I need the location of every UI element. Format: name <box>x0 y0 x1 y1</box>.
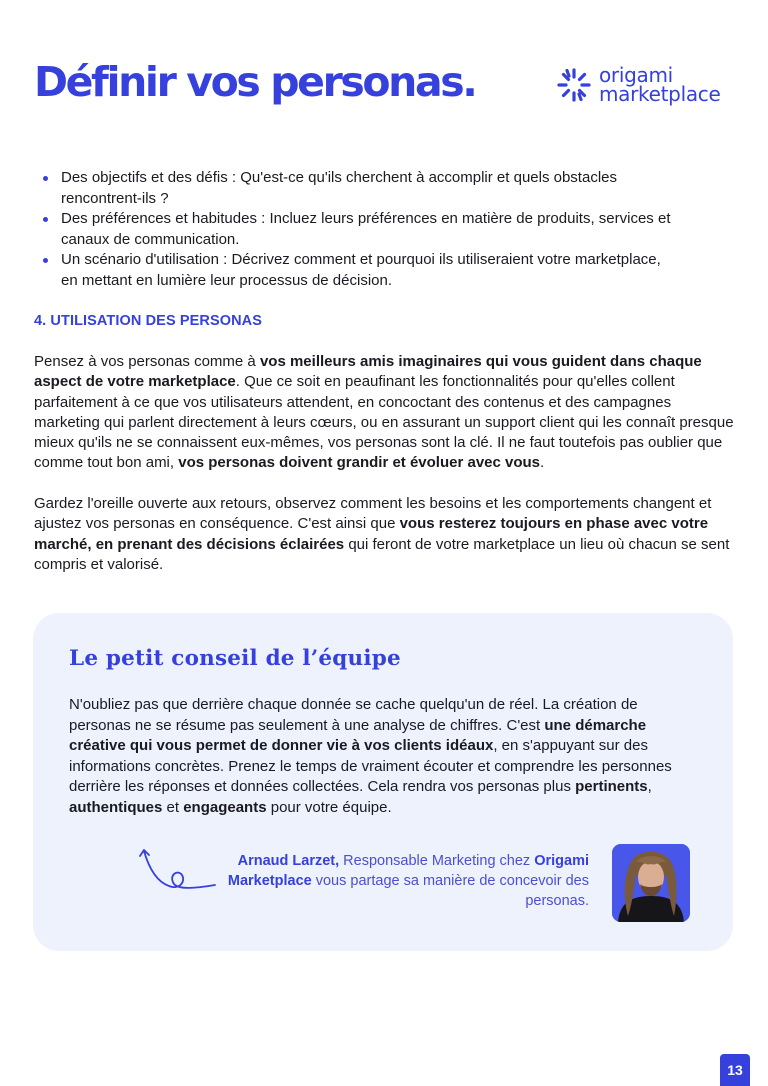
list-item-line1: Des préférences et habitudes : Incluez leurs préférences en matière de produits, services et <box>61 210 671 227</box>
author-rest: vous partage sa manière de concevoir des personas. <box>311 873 589 909</box>
text-run: . Que ce soit en peaufinant les fonctionnalités pour qu'elles collent parfaitement à ce que vos utilisateurs attendent, en concoctant des contenus et des campagnes marketing qui parlent directement à leurs cœurs, ou en assurant un support client qui les connaît presque mieux qu'ils ne se connaissent eux-mêmes, vos personas sont la clé. Il ne faut toutefois pas oublier que comme tout bon ami, <box>34 373 734 472</box>
persona-criteria-list <box>40 168 730 291</box>
logo-wordmark <box>599 63 721 106</box>
bold-text: une démarche créative qui vous permet de donner vie à vos clients idéaux <box>69 716 647 754</box>
list-item-line2: canaux de communication. <box>61 230 240 248</box>
text-run: qui feront de votre marketplace un lieu où chacun se sent compris et valorisé. <box>34 535 730 573</box>
author-company: Origami Marketplace <box>227 853 589 889</box>
avatar <box>612 844 690 922</box>
list-item <box>40 209 730 250</box>
bold-text: vous resterez toujours en phase avec votre marché, en prenant des décisions éclairées <box>34 515 709 553</box>
author-credit <box>219 851 589 911</box>
text-run: pour votre équipe. <box>266 798 392 816</box>
logo-line2: marketplace <box>599 82 721 106</box>
bold-text: pertinents <box>575 778 648 795</box>
bold-text: authentiques <box>69 798 163 816</box>
author-name: Arnaud Larzet, <box>237 853 340 869</box>
curly-arrow-icon <box>139 845 219 897</box>
bold-text: engageants <box>183 798 267 816</box>
list-item <box>40 168 730 209</box>
section-heading: 4. UTILISATION DES PERSONAS <box>34 313 263 329</box>
list-item <box>40 250 730 291</box>
text-run: N'oubliez pas que derrière chaque donnée se cache quelqu'un de réel. La création de personas ne se résume pas seulement à une analyse de chiffres. C'est <box>69 696 638 734</box>
page-title: Définir vos personas. <box>34 58 476 106</box>
origami-logo-icon <box>555 66 593 104</box>
list-item-line2: en mettant en lumière leur processus de décision. <box>61 271 393 289</box>
list-item-line1: Des objectifs et des défis : Qu'est-ce qu'ils cherchent à accomplir et quels obstacles <box>61 169 617 186</box>
logo-line1: origami <box>599 63 673 87</box>
text-run: , en s'appuyant sur des informations concrètes. Prenez le temps de vraiment écouter et comprendre les personnes derrière les réponses et données collectées. Cela rendra vos personas plus <box>69 737 672 795</box>
page-number: 13 <box>720 1054 750 1086</box>
brand-logo[interactable] <box>555 63 721 106</box>
tip-title: Le petit conseil de l’équipe <box>69 646 401 671</box>
paragraph-feedback <box>34 494 734 575</box>
list-item-line2: rencontrent-ils ? <box>61 189 169 207</box>
tip-text <box>69 695 697 818</box>
text-run: et <box>162 798 184 816</box>
text-run: Pensez à vos personas comme à <box>34 353 260 370</box>
bold-text: vos personas doivent grandir et évoluer avec vous <box>178 454 541 472</box>
text-run: , <box>647 778 652 795</box>
paragraph-personas-usage <box>34 352 734 474</box>
bold-text: vos meilleurs amis imaginaires qui vous guident dans chaque aspect de votre marketplace <box>34 353 702 391</box>
author-role: Responsable Marketing chez <box>339 853 535 869</box>
text-run: Gardez l'oreille ouverte aux retours, observez comment les besoins et les comportements changent et ajustez vos personas en conséquence. C'est ainsi que <box>34 495 712 533</box>
list-item-line1: Un scénario d'utilisation : Décrivez comment et pourquoi ils utiliseraient votre marketplace, <box>61 251 661 268</box>
team-tip-card <box>33 613 733 951</box>
text-run: . <box>540 454 545 472</box>
